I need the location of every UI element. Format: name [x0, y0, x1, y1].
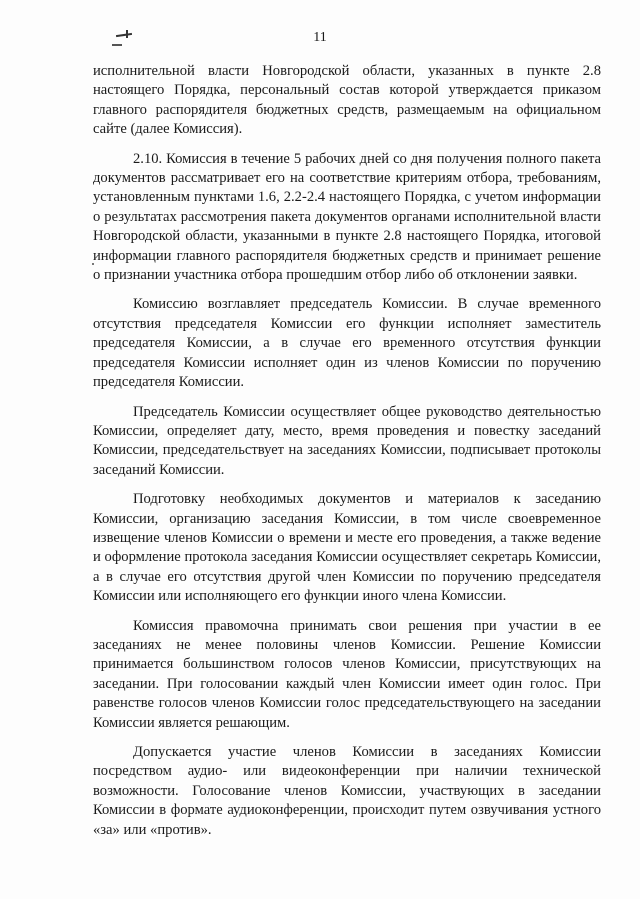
paragraph-quorum: Комиссия правомочна принимать свои решения при участии в ее заседаниях не менее половины членов Комиссии. Решение Комиссии принимается большинством голосов членов Комиссии, присутствующих на заседании. При голосовании каждый член Комиссии имеет один голос. При равенстве голосов членов Комиссии голос председательствующего на заседании Комиссии является решающим.: [93, 617, 601, 731]
paragraph-chairman-duties: Председатель Комиссии осуществляет общее руководство деятельностью Комиссии, определяет дату, место, время проведения и повестку заседаний Комиссии, председательствует на заседаниях Комиссии, подписывает протоколы заседаний Комиссии.: [93, 403, 601, 478]
document-body: [93, 62, 601, 840]
paragraph-secretary: Подготовку необходимых документов и материалов к заседанию Комиссии, организацию заседания Комиссии, в том числе своевременное извещение членов Комиссии о времени и месте его проведения, а также ведение и оформление протокола заседания Комиссии осуществляет секретарь Комиссии, а в случае его отсутствия другой член Комиссии по поручению председателя Комиссии или исполняющего его функции иного члена Комиссии.: [93, 491, 601, 605]
paragraph-chairman: Комиссию возглавляет председатель Комиссии. В случае временного отсутствия председателя Комиссии его функции исполняет заместитель председателя Комиссии, а в случае его временного отсутствия функции председателя Комиссии исполняет один из членов Комиссии по поручению председателя Комиссии.: [93, 296, 601, 391]
paragraph-2-10: 2.10. Комиссия в течение 5 рабочих дней со дня получения полного пакета документов рассматривает его на соответствие критериям отбора, требованиям, установленным пунктами 1.6, 2.2-2.4 настоящего Порядка, с учетом информации о результатах рассмотрения пакета документов органами исполнительной власти Новгородской области, указанными в пункте 2.8 настоящего Порядка, итоговой информации главного распорядителя бюджетных средств и принимает решение о признании участника отбора прошедшим отбор либо об отклонении заявки.: [93, 150, 601, 284]
paragraph-conference: Допускается участие членов Комиссии в заседаниях Комиссии посредством аудио- или видеоконференции при наличии технической возможности. Голосование членов Комиссии, участвующих в заседании Комиссии в формате аудиоконференции, происходит путем озвучивания устного «за» или «против».: [93, 744, 601, 838]
paragraph-continuation: исполнительной власти Новгородской области, указанных в пункте 2.8 настоящего Порядка, персональный состав которой утверждается приказом главного распорядителя бюджетных средств, размещаемым на официальном сайте (далее Комиссия).: [93, 63, 601, 138]
page-number: 11: [313, 30, 327, 45]
